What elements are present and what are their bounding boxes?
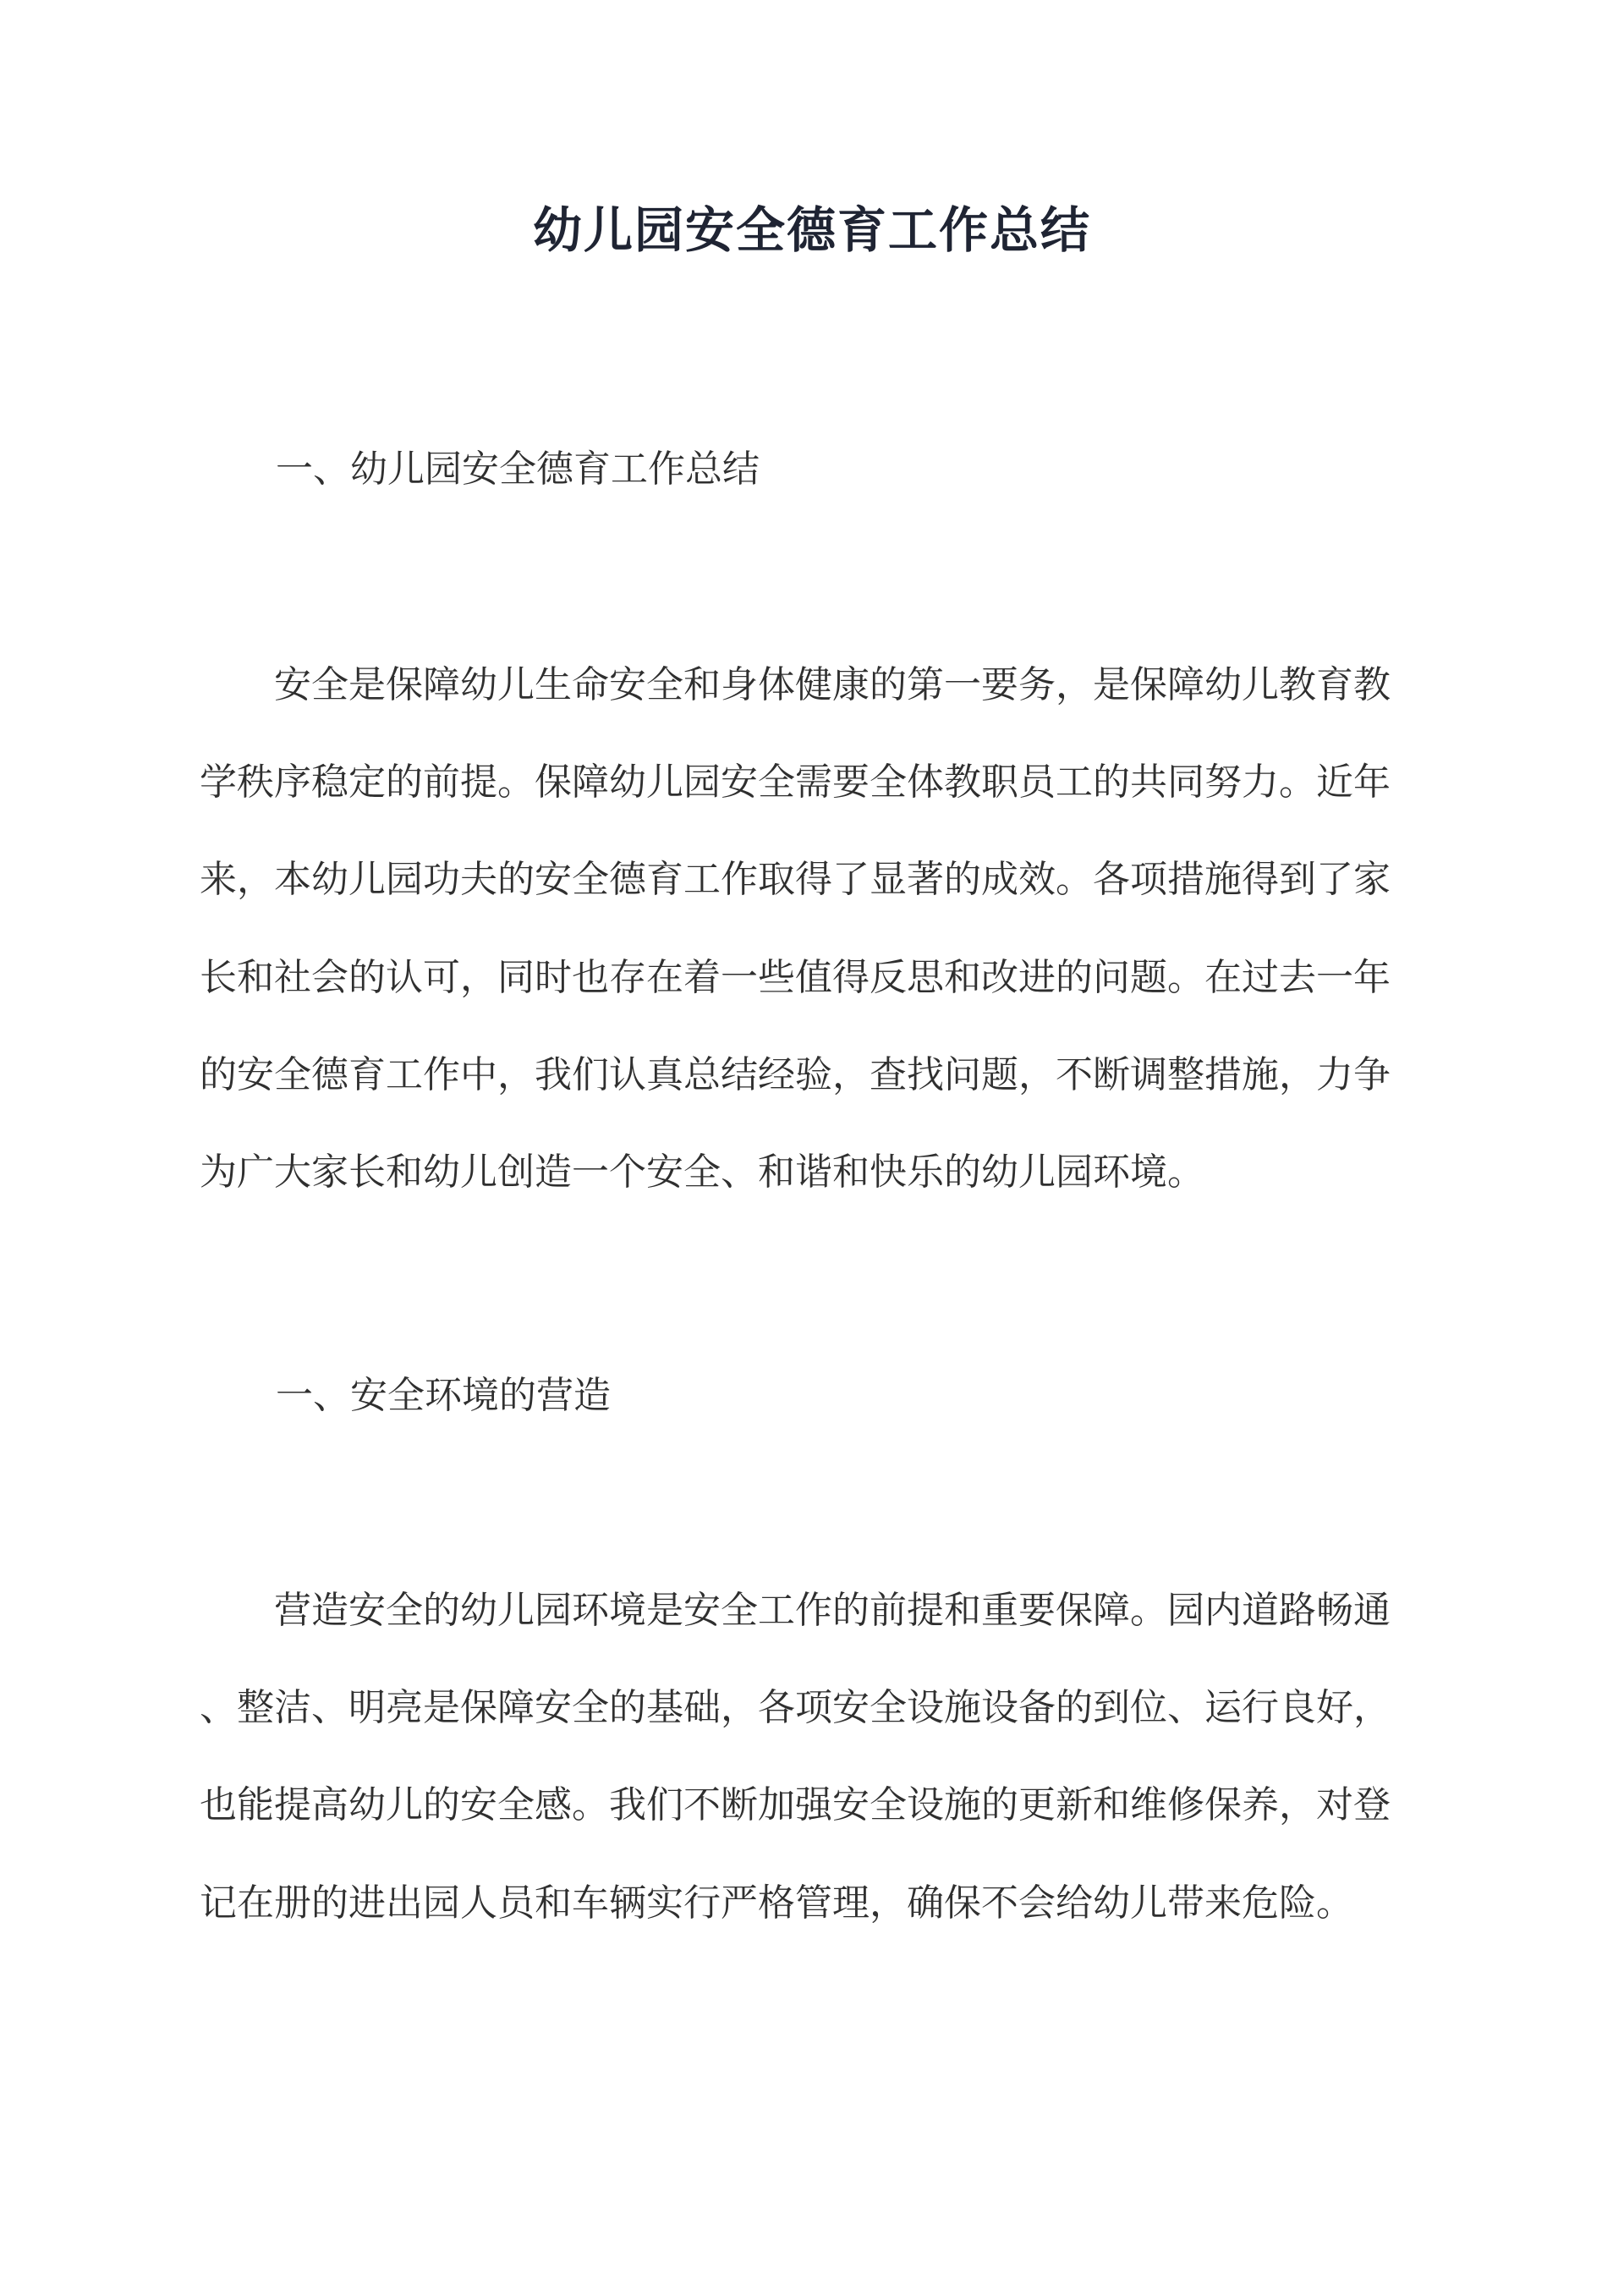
paragraph-line: 为广大家长和幼儿创造一个安全、和谐和快乐的幼儿园环境。 [200,1151,1204,1194]
section-heading-1: 一、幼儿园安全德育工作总结 [276,448,760,491]
paragraph-line: 记在册的进出园人员和车辆实行严格管理，确保不会给幼儿带来危险。 [200,1881,1353,1925]
paragraph-line: 来，本幼儿园功夫的安全德育工作取得了显著的成效。各项措施得到了家 [200,858,1391,901]
section-heading-2: 一、安全环境的营造 [276,1374,611,1417]
document-title: 幼儿园安全德育工作总结 [532,201,1091,259]
paragraph-line: 、整洁、明亮是保障安全的基础，各项安全设施设备的到位、运行良好， [200,1686,1391,1729]
paragraph-line: 安全是保障幼儿生命安全和身体健康的第一要务，是保障幼儿教育教 [274,663,1391,706]
paragraph-line: 长和社会的认可，同时也存在着一些值得反思和改进的问题。在过去一年 [200,956,1391,999]
paragraph-line: 学秩序稳定的前提。保障幼儿园安全需要全体教职员工的共同努力。近年 [200,761,1391,804]
paragraph-line: 也能提高幼儿的安全感。我们不断加强安全设施的更新和维修保养，对登 [200,1783,1391,1826]
paragraph-line: 的安全德育工作中，我们认真总结经验，查找问题，不断调整措施，力争 [200,1053,1391,1096]
paragraph-line: 营造安全的幼儿园环境是安全工作的前提和重要保障。园内道路畅通 [274,1589,1391,1632]
